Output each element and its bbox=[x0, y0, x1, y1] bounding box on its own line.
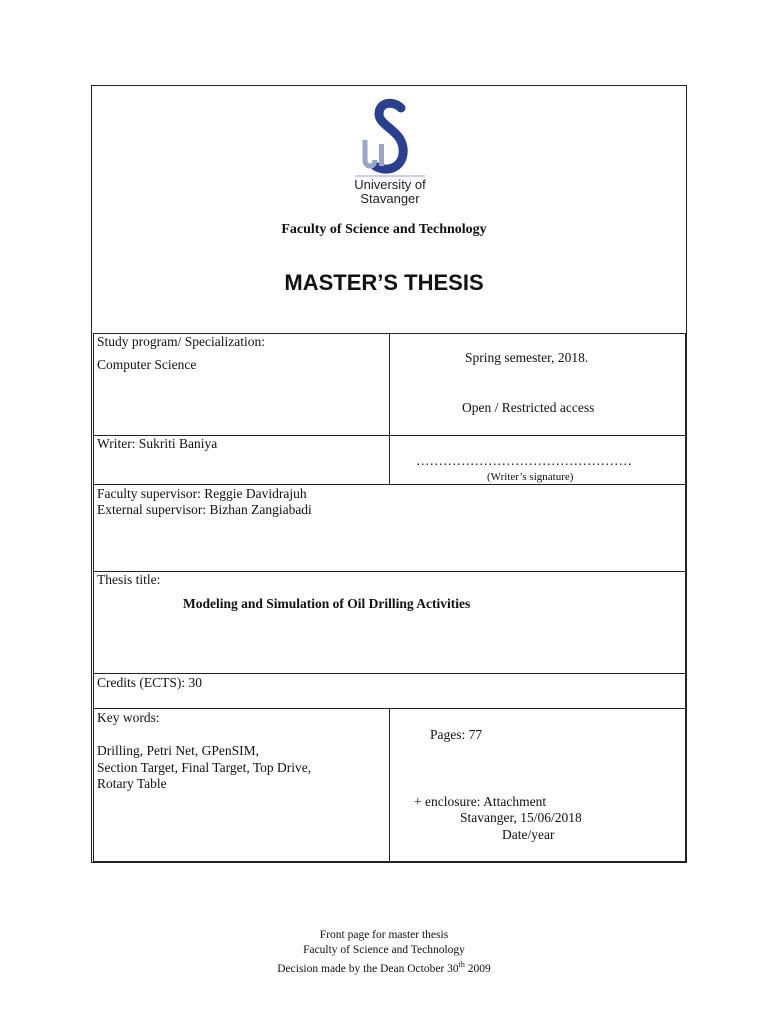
pages-text: Pages: 77 bbox=[430, 727, 483, 742]
keywords-line2: Section Target, Final Target, Top Drive, bbox=[97, 760, 312, 775]
credits-cell bbox=[93, 673, 686, 709]
supervisors-cell bbox=[93, 484, 686, 572]
details-cell bbox=[389, 708, 686, 862]
keywords-line3: Rotary Table bbox=[97, 776, 167, 791]
place-date-text: Stavanger, 15/06/2018 bbox=[460, 810, 582, 825]
signature-cell bbox=[389, 435, 686, 485]
enclosure-text: + enclosure: Attachment bbox=[414, 794, 547, 809]
faculty-heading: Faculty of Science and Technology bbox=[281, 222, 487, 237]
thesis-title: Modeling and Simulation of Oil Drilling Activities bbox=[183, 596, 471, 611]
footer-line1: Front page for master thesis bbox=[319, 929, 449, 941]
signature-caption: (Writer’s signature) bbox=[487, 471, 574, 483]
study-program-value: Computer Science bbox=[97, 357, 197, 372]
footer-decision-year: 2009 bbox=[464, 962, 491, 975]
thesis-title-label: Thesis title: bbox=[97, 572, 161, 587]
study-program-label: Study program/ Specialization: bbox=[97, 334, 265, 349]
writer-label: Writer: Sukriti Baniya bbox=[97, 436, 218, 451]
date-label: Date/year bbox=[502, 827, 555, 842]
study-program-cell bbox=[93, 333, 390, 436]
thesis-title-cell bbox=[93, 571, 686, 674]
access-text: Open / Restricted access bbox=[462, 400, 595, 415]
writer-cell bbox=[93, 435, 390, 485]
keywords-label: Key words: bbox=[97, 710, 160, 725]
faculty-supervisor: Faculty supervisor: Reggie Davidrajuh bbox=[97, 486, 307, 501]
university-name-line2: Stavanger bbox=[360, 191, 420, 206]
page-title: MASTER’S THESIS bbox=[284, 270, 484, 295]
semester-cell bbox=[389, 333, 686, 436]
external-supervisor: External supervisor: Bizhan Zangiabadi bbox=[97, 502, 312, 517]
footer-decision-text: Decision made by the Dean October 30 bbox=[277, 962, 459, 975]
credits-text: Credits (ECTS): 30 bbox=[97, 675, 202, 690]
keywords-line1: Drilling, Petri Net, GPenSIM, bbox=[97, 743, 259, 758]
semester-text: Spring semester, 2018. bbox=[465, 350, 589, 365]
footer-line2: Faculty of Science and Technology bbox=[303, 944, 465, 956]
university-name bbox=[339, 178, 441, 206]
university-name-line1: University of bbox=[354, 177, 426, 192]
signature-line: ………………………………………… bbox=[416, 453, 632, 468]
footer-decision-suffix: th bbox=[458, 960, 465, 969]
footer-line3 bbox=[0, 957, 768, 977]
keywords-cell bbox=[93, 708, 390, 862]
